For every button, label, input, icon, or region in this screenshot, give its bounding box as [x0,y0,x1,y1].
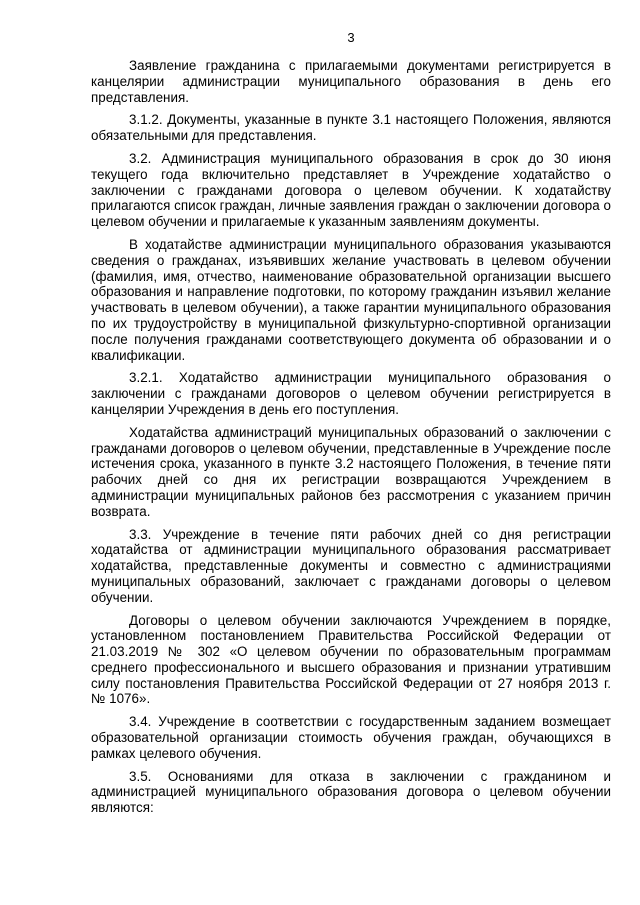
paragraph-3-1-2: 3.1.2. Документы, указанные в пункте 3.1 настоящего Положения, являются обязательными для представления. [91,112,611,144]
paragraph-3-2-1: 3.2.1. Ходатайство администрации муниципального образования о заключении с гражданами договоров о целевом обучении регистрируется в канцелярии Учреждения в день его поступления. [91,370,611,417]
paragraph-3-4: 3.4. Учреждение в соответствии с государственным заданием возмещает образовательной организации стоимость обучения граждан, обучающихся в рамках целевого обучения. [91,714,611,761]
paragraph-contracts-procedure: Договоры о целевом обучении заключаются Учреждением в порядке, установленном постановлением Правительства Российской Федерации от 21.03.2019 № 302 «О целевом обучении по образовательным программам среднего профессионального и высшего образования и признании утратившим силу постановления Правительства Российской Федерации от 27 ноября 2013 г. № 1076». [91,612,611,707]
paragraph-application-registration: Заявление гражданина с прилагаемыми документами регистрируется в канцелярии администрации муниципального образования в день его представления. [91,58,611,105]
paragraph-3-2: 3.2. Администрация муниципального образования в срок до 30 июня текущего года включительно представляет в Учреждение ходатайство о заключении с гражданами договора о целевом обучении. К ходатайству прилагаются список граждан, личные заявления граждан о заключении договора о целевом обучении и прилагаемые к указанным заявлениям документы. [91,150,611,230]
page-number: 3 [347,30,355,45]
paragraph-3-5: 3.5. Основаниями для отказа в заключении с гражданином и администрацией муниципального образования договора о целевом обучении являются: [91,768,611,816]
paragraph-petition-contents: В ходатайстве администрации муниципального образования указываются сведения о гражданах, изъявивших желание участвовать в целевом обучении (фамилия, имя, отчество, наименование образовательной организации высшего образования и направление подготовки, по которому гражданин изъявил желание участвовать в целевом обучении), а также гарантии муниципального образования по их трудоустройству в муниципальной физкультурно-спортивной организации после получения гражданами соответствующего документа об образовании и о квалификации. [91,236,611,363]
paragraph-3-3: 3.3. Учреждение в течение пяти рабочих дней со дня регистрации ходатайства от администрации муниципального образования рассматривает ходатайства, представленные документы и совместно с администрациями муниципальных образований, заключает с гражданами договоры о целевом обучении. [91,526,611,605]
document-page [91,30,611,823]
paragraph-late-petitions: Ходатайства администраций муниципальных образований о заключении с гражданами договоров о целевом обучении, представленные в Учреждение после истечения срока, указанного в пункте 3.2 настоящего Положения, в течение пяти рабочих дней со дня их регистрации возвращаются Учреждением в администрации муниципальных районов без рассмотрения с указанием причин возврата. [91,424,611,519]
